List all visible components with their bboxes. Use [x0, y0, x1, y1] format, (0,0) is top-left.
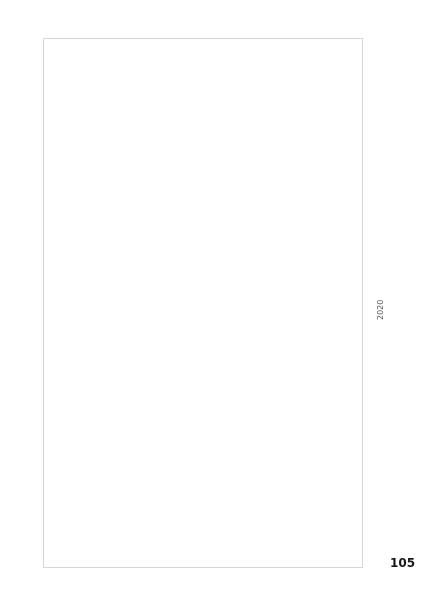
page-number: 105 — [390, 556, 416, 570]
article-text-box — [43, 38, 363, 568]
article-paragraph-3 — [58, 89, 348, 104]
article-paragraph-2 — [58, 70, 348, 85]
article-paragraph-8 — [58, 184, 348, 199]
magazine-brand — [376, 220, 416, 340]
article-paragraph-4 — [58, 108, 348, 123]
issue-date: 2020 — [376, 299, 385, 320]
article-paragraph-9 — [58, 203, 348, 218]
article-paragraph-7 — [58, 165, 348, 180]
article-paragraph-1 — [58, 51, 348, 66]
article-paragraph-10 — [58, 222, 348, 237]
right-rail — [376, 60, 416, 580]
article-paragraph-5 — [58, 127, 348, 142]
article-paragraph-6 — [58, 146, 348, 161]
